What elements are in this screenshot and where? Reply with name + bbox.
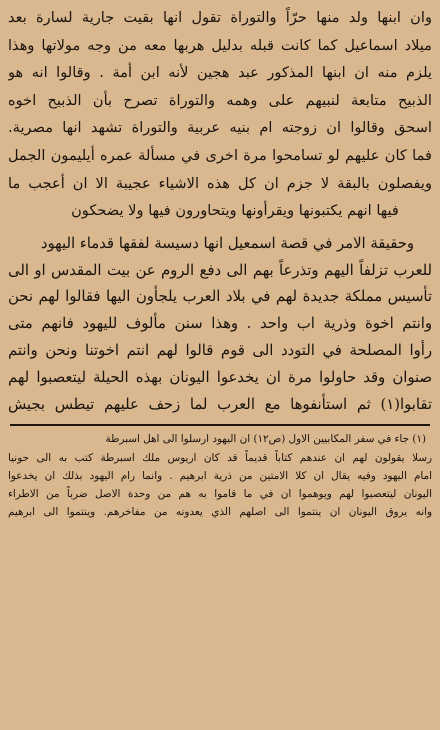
text-line: فما كان عليهم لو تسامحوا مرة اخرى في مسألة عمره أيليمون الجمل [8,146,432,164]
text-line: الذبيح متابعة لنبيهم على وهمه والتوراة تصرح بأن الذبيح اخوه [8,91,432,109]
text-line: ويفصلون بالبقة لا جزم ان كل هذه الاشياء عجيبة الا ان أعجب ما [8,174,432,192]
footnote-divider [10,424,430,426]
text-line: وحقيقة الامر في قصة اسمعيل انها دسيسة لفقها قدماء اليهود [40,234,414,252]
text-line: تأسيس مملكة جديدة لهم في بلاد العرب يلجأون اليها فقالوا لهم نحن [8,288,432,306]
text-line: اسحق وقالوا ان زوجته ام بنيه عربية والتوراة تشهد انها مصرية. [8,119,432,137]
text-line: صنوان وقد حاولوا مرة ان يخدعوا اليونان بهذه الحيلة ليتعصبوا لهم [8,368,432,386]
footnote-line: وانه يروق اليونان ان ينتموا الى اصلهم الذي يعدونه من مفاخرهم. وينتموا الى ابرهيم [8,506,432,519]
footnote [8,430,432,521]
text-line: يلزم منه ان ابنها المذكور عبد هجين لأنه ابن أمة . وقالوا انه هو [8,64,432,82]
footnote-line: اليونان ليتعصبوا لهم ويوهموا ان في ما قاموا به هم من وحدة الاصل ضرباً من الاطراء [8,487,432,500]
text-line: وانتم اخوة وذرية اب واحد . وهذا سنن مألوف لليهود فانهم متى [8,315,432,333]
text-line: رأوا المصلحة في التودد الى قوم قالوا لهم انتم اخوتنا ونحن وانتم [8,341,432,359]
text-line: تقابوا(١) ثم استأنفوها مع العرب لما زحف عليهم تيطس بجيش [8,395,432,413]
paragraph-1 [8,4,432,225]
footnote-line: امام اليهود وفيه يقال ان كلا الامتين من ذرية ابرهيم . وانما رام اليهود بذلك ان يخدعوا [8,469,432,482]
text-line: فيها انهم يكتبونها ويقرأونها ويتحاورون فيها ولا يضحكون [71,202,399,220]
footnote-line: (١) جاء في سفر المكابيين الاول (ص١٢) ان اليهود ارسلوا الى اهل اسبرطة [105,433,426,446]
paragraph-2 [8,231,432,419]
text-line: للعرب تزلفاً اليهم وتذرعاً بهم الى دفع الروم عن بيت المقدس او الى [8,261,432,279]
text-line: ميلاد اسماعيل كما كانت قبله بدليل هربها معه من وجه مولاتها وهذا [8,36,432,54]
text-line: وان ابنها ولد منها حرّاً والتوراة تقول انها بقيت جارية لسارة بعد [8,9,432,26]
footnote-line: رسلا يقولون لهم ان عندهم كتاباً قديماً قد كان اريوس ملك اسبرطة كتب به الى حونيا [8,451,432,464]
